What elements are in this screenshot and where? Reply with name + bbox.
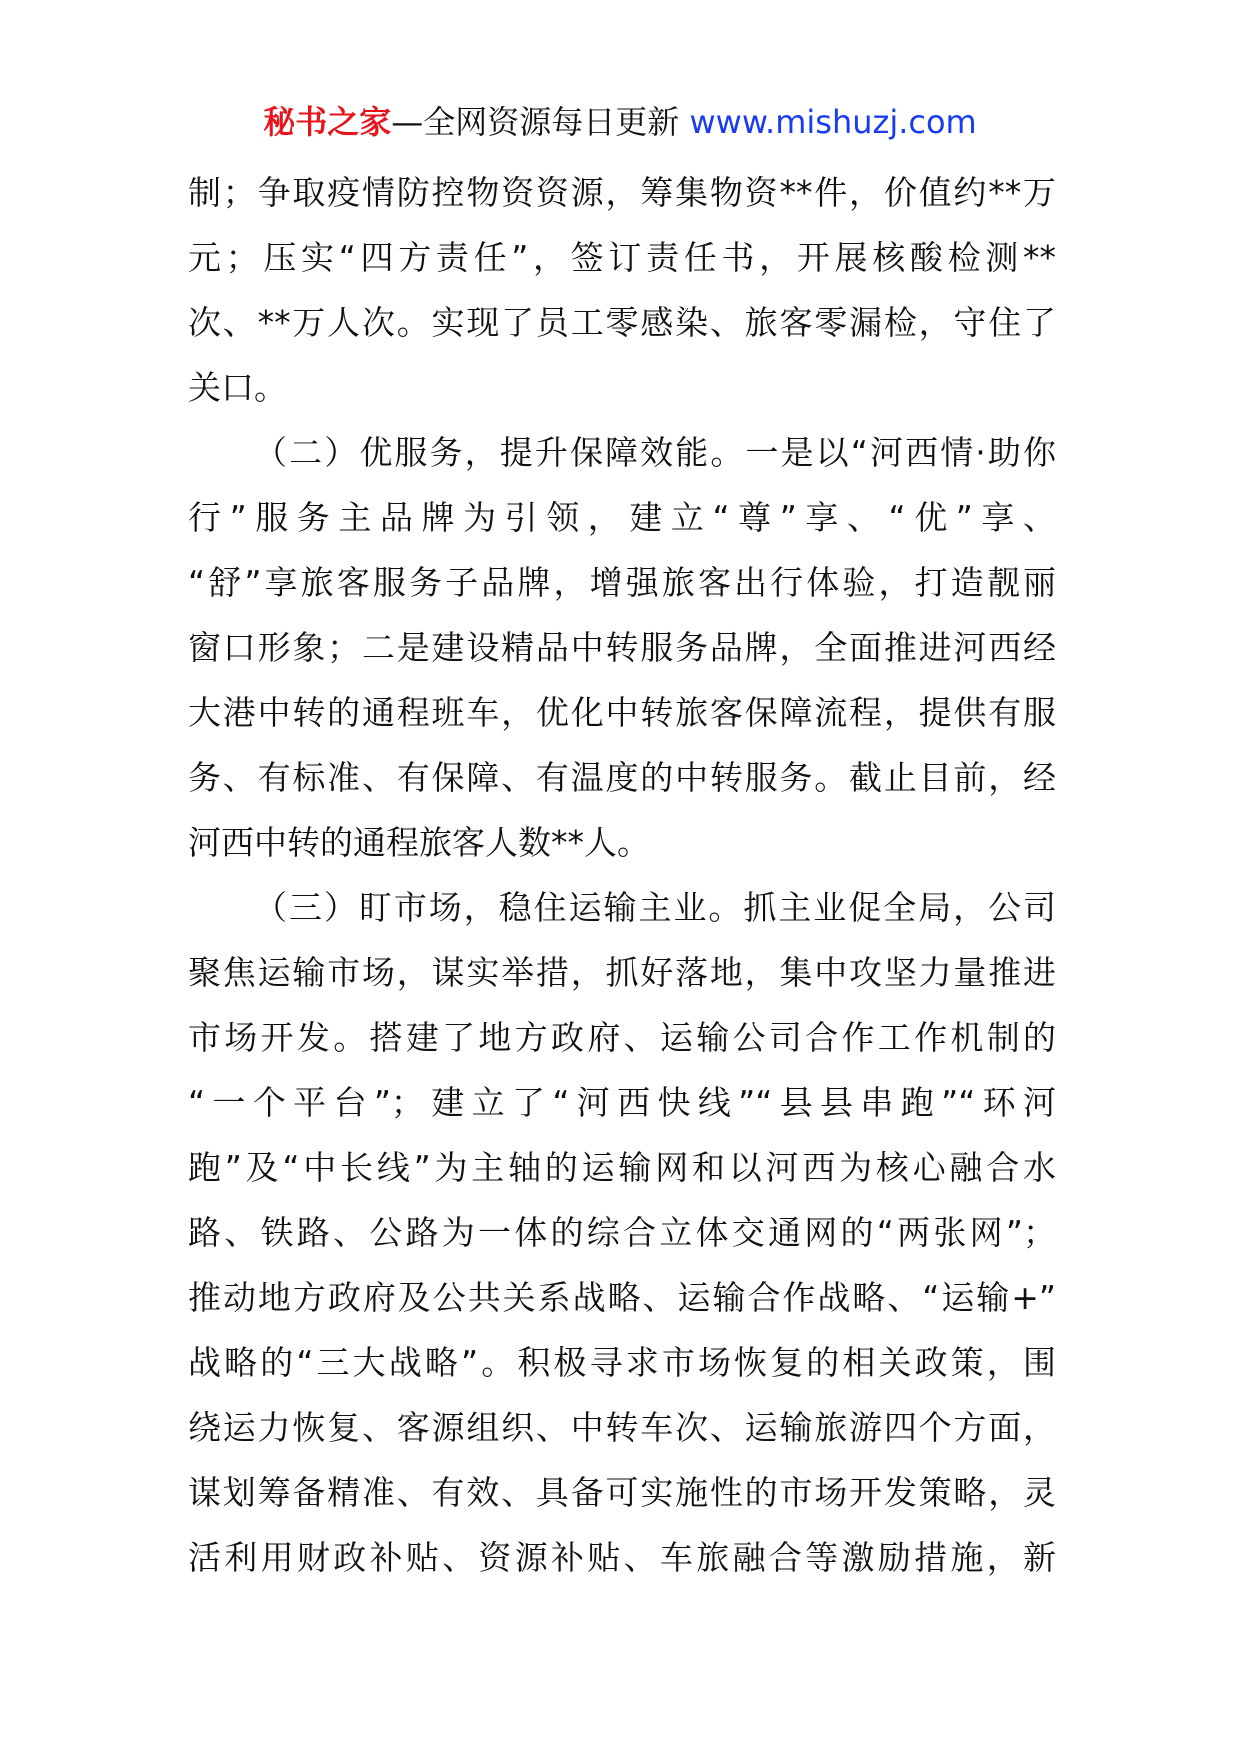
text-line: 河西中转的通程旅客人数**人。	[188, 823, 650, 862]
text-line: 元；压实“四方责任”，签订责任书，开展核酸检测**	[188, 238, 1056, 277]
text-line: 活利用财政补贴、资源补贴、车旅融合等激励措施，新	[188, 1538, 1056, 1577]
text-line: 务、有标准、有保障、有温度的中转服务。截止目前，经	[188, 758, 1056, 797]
text-line: 窗口形象；二是建设精品中转服务品牌，全面推进河西经	[188, 628, 1056, 667]
text-line: “舒”享旅客服务子品牌，增强旅客出行体验，打造靓丽	[188, 563, 1056, 602]
text-line: 聚焦运输市场，谋实举措，抓好落地，集中攻坚力量推进	[188, 953, 1056, 992]
text-line: 谋划筹备精准、有效、具备可实施性的市场开发策略，灵	[188, 1473, 1056, 1512]
text-line: 绕运力恢复、客源组织、中转车次、运输旅游四个方面，	[188, 1408, 1056, 1447]
text-line: 市场开发。搭建了地方政府、运输公司合作工作机制的	[188, 1018, 1056, 1057]
text-line: 行”服务主品牌为引领，建立“尊”享、“优”享、	[188, 498, 1056, 537]
document-body	[188, 160, 1056, 1590]
text-line: 次、**万人次。实现了员工零感染、旅客零漏检，守住了	[188, 303, 1056, 342]
text-line: 战略的“三大战略”。积极寻求市场恢复的相关政策，围	[188, 1343, 1056, 1382]
text-line: 推动地方政府及公共关系战略、运输合作战略、“运输+”	[188, 1278, 1056, 1317]
paragraph-heading-line: （三）盯市场，稳住运输主业。抓主业促全局，公司	[254, 888, 1056, 927]
site-url-link[interactable]: www.mishuzj.com	[689, 103, 977, 141]
page-header	[0, 100, 1240, 144]
text-line: 大港中转的通程班车，优化中转旅客保障流程，提供有服	[188, 693, 1056, 732]
text-line: 路、铁路、公路为一体的综合立体交通网的“两张网”；	[188, 1213, 1056, 1252]
header-slogan: —全网资源每日更新	[391, 103, 680, 141]
text-line: 跑”及“中长线”为主轴的运输网和以河西为核心融合水	[188, 1148, 1056, 1187]
text-line: 关口。	[188, 368, 287, 407]
text-line: “一个平台”；建立了“河西快线”“县县串跑”“环河	[188, 1083, 1056, 1122]
paragraph-heading-line: （二）优服务，提升保障效能。一是以“河西情·助你	[254, 433, 1056, 472]
text-line: 制；争取疫情防控物资资源，筹集物资**件，价值约**万	[188, 173, 1056, 212]
brand-name: 秘书之家	[263, 103, 392, 141]
